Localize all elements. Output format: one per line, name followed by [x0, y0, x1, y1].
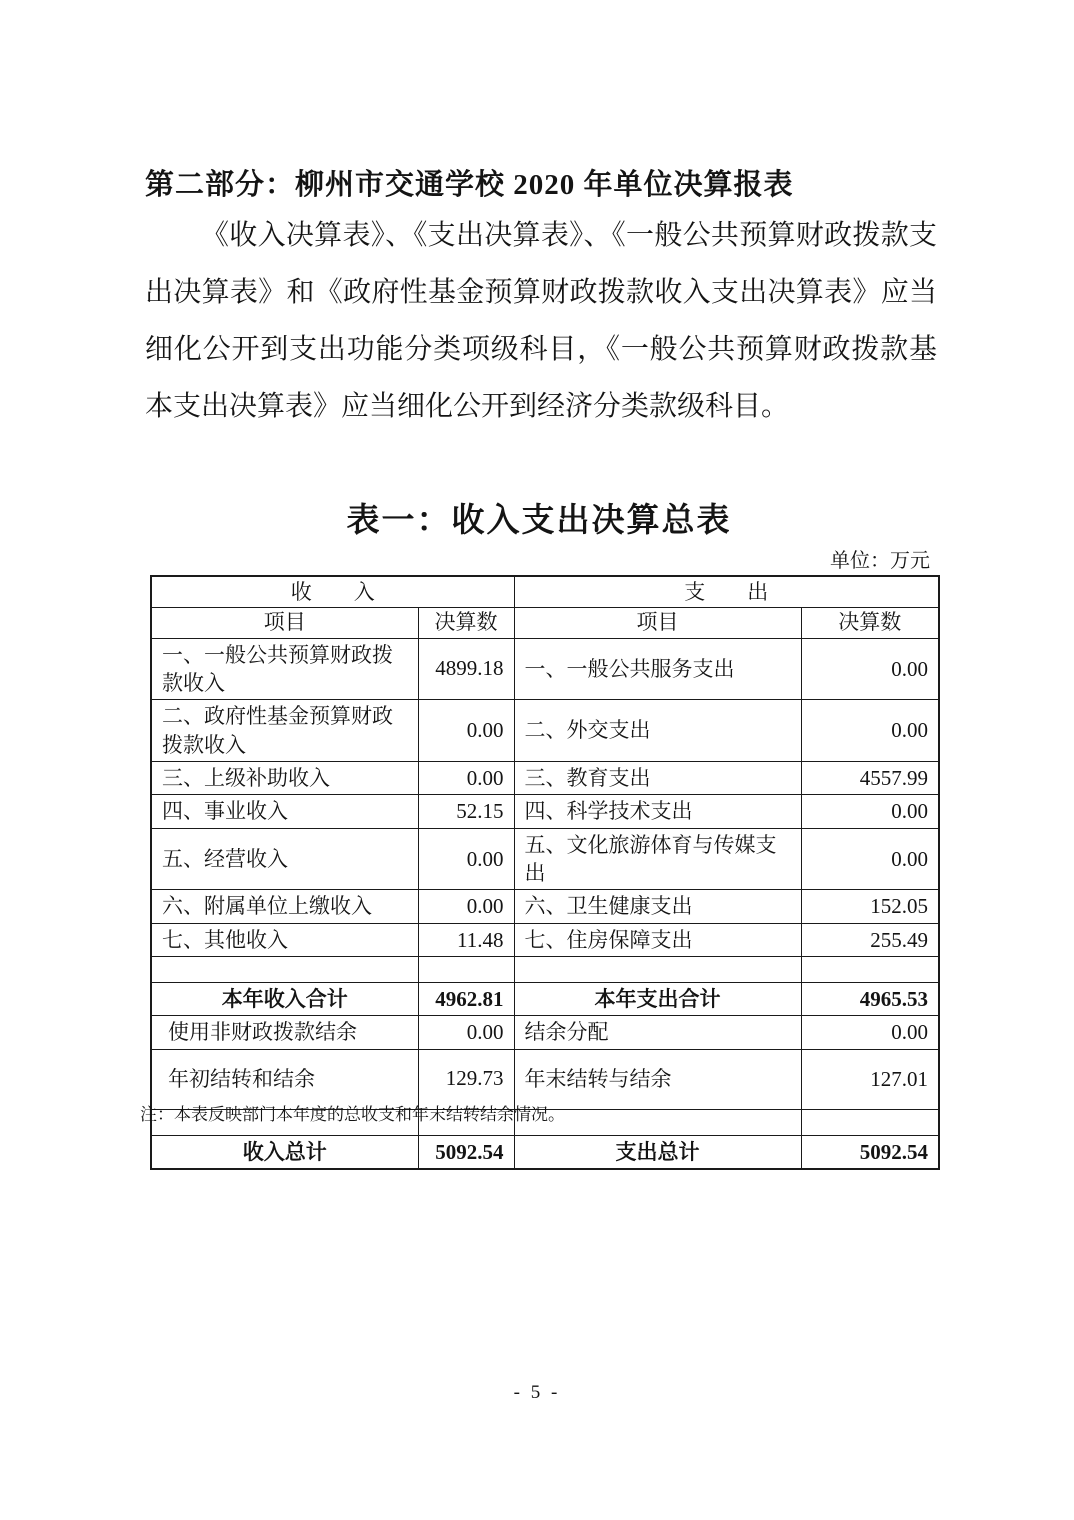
income-item-cell: 三、上级补助收入	[151, 761, 418, 794]
table-row	[151, 607, 939, 638]
income-group-header: 收 入	[151, 576, 514, 607]
unit-label: 单位：万元	[830, 550, 930, 572]
expense-item-cell: 二、外交支出	[514, 700, 801, 762]
income-item-cell: 本年收入合计	[151, 982, 418, 1015]
income-item-cell: 二、政府性基金预算财政拨款收入	[151, 700, 418, 762]
income-item-cell: 年初结转和结余	[151, 1049, 418, 1109]
income-value-cell: 0.00	[418, 700, 514, 762]
expense-value-cell: 4557.99	[801, 761, 939, 794]
income-item-cell	[151, 956, 418, 982]
table-row	[151, 795, 939, 828]
expense-value-cell: 255.49	[801, 923, 939, 956]
expense-value-cell: 0.00	[801, 1016, 939, 1049]
expense-amount-header: 决算数	[801, 607, 939, 638]
expense-item-header: 项目	[514, 607, 801, 638]
income-value-cell: 52.15	[418, 795, 514, 828]
table-row	[151, 982, 939, 1015]
expense-value-cell	[801, 956, 939, 982]
table-row	[151, 828, 939, 890]
table-row	[151, 1016, 939, 1049]
table-title: 表一：收入支出决算总表	[346, 503, 732, 539]
income-value-cell: 129.73	[418, 1049, 514, 1109]
income-item-cell: 使用非财政拨款结余	[151, 1016, 418, 1049]
expense-value-cell: 5092.54	[801, 1135, 939, 1169]
income-expense-table	[150, 575, 940, 1170]
table-row	[151, 890, 939, 923]
expense-item-cell: 结余分配	[514, 1016, 801, 1049]
expense-value-cell: 127.01	[801, 1049, 939, 1109]
expense-item-cell	[514, 956, 801, 982]
income-amount-header: 决算数	[418, 607, 514, 638]
table-row	[151, 700, 939, 762]
summary-table-wrapper	[150, 575, 940, 1170]
expense-item-cell: 本年支出合计	[514, 982, 801, 1015]
section-heading: 第二部分：柳州市交通学校 2020 年单位决算报表	[145, 169, 794, 201]
income-item-cell: 四、事业收入	[151, 795, 418, 828]
income-item-cell: 六、附属单位上缴收入	[151, 890, 418, 923]
expense-item-cell: 六、卫生健康支出	[514, 890, 801, 923]
table-row	[151, 638, 939, 700]
expense-item-cell: 五、文化旅游体育与传媒支出	[514, 828, 801, 890]
table-row	[151, 1135, 939, 1169]
table-note: 注：本表反映部门本年度的总收支和年末结转结余情况。	[140, 1105, 565, 1124]
expense-value-cell: 0.00	[801, 828, 939, 890]
expense-item-cell: 三、教育支出	[514, 761, 801, 794]
expense-group-header: 支 出	[514, 576, 939, 607]
income-item-cell: 收入总计	[151, 1135, 418, 1169]
table-row	[151, 956, 939, 982]
expense-value-cell: 4965.53	[801, 982, 939, 1015]
expense-item-cell: 年末结转与结余	[514, 1049, 801, 1109]
income-value-cell: 4899.18	[418, 638, 514, 700]
income-item-cell: 七、其他收入	[151, 923, 418, 956]
income-value-cell: 0.00	[418, 828, 514, 890]
income-value-cell: 5092.54	[418, 1135, 514, 1169]
expense-item-cell: 一、一般公共服务支出	[514, 638, 801, 700]
income-value-cell: 0.00	[418, 761, 514, 794]
expense-value-cell: 0.00	[801, 638, 939, 700]
income-value-cell: 0.00	[418, 890, 514, 923]
expense-value-cell: 0.00	[801, 795, 939, 828]
expense-value-cell: 0.00	[801, 700, 939, 762]
income-value-cell: 0.00	[418, 1016, 514, 1049]
income-value-cell	[418, 956, 514, 982]
table-row	[151, 923, 939, 956]
expense-item-cell: 七、住房保障支出	[514, 923, 801, 956]
income-item-cell: 一、一般公共预算财政拨款收入	[151, 638, 418, 700]
expense-item-cell: 支出总计	[514, 1135, 801, 1169]
body-paragraph: 《收入决算表》、《支出决算表》、《一般公共预算财政拨款支出决算表》和《政府性基金预算财政拨款收入支出决算表》应当细化公开到支出功能分类项级科目，《一般公共预算财政拨款基本支出决算表》应当细化公开到经济分类款级科目。	[145, 220, 937, 422]
table-row	[151, 761, 939, 794]
table-row	[151, 576, 939, 607]
page-number: - 5 -	[513, 1382, 561, 1403]
expense-value-cell: 152.05	[801, 890, 939, 923]
income-item-header: 项目	[151, 607, 418, 638]
income-value-cell: 4962.81	[418, 982, 514, 1015]
income-value-cell: 11.48	[418, 923, 514, 956]
income-item-cell: 五、经营收入	[151, 828, 418, 890]
expense-item-cell: 四、科学技术支出	[514, 795, 801, 828]
